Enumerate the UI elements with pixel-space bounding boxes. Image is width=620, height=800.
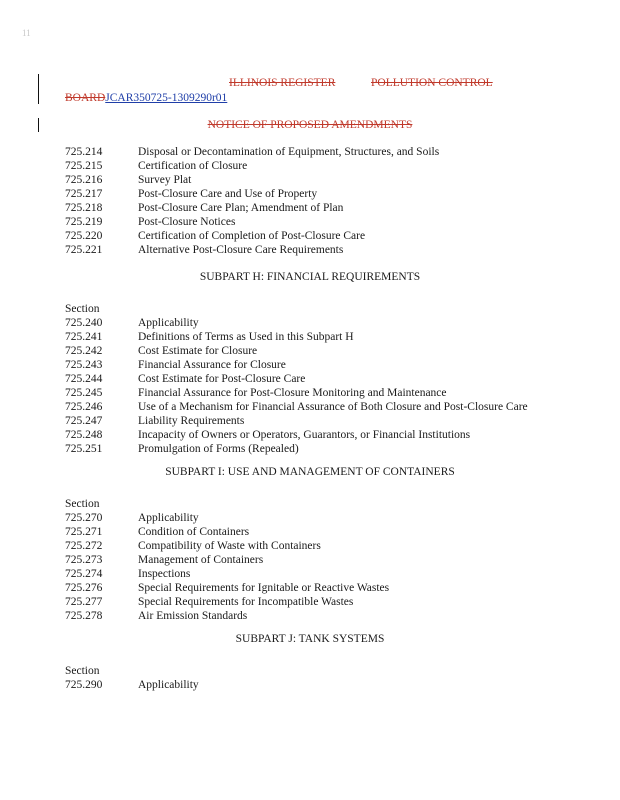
section-title: Compatibility of Waste with Containers (138, 540, 321, 552)
section-number: 725.215 (65, 160, 103, 172)
section-title: Financial Assurance for Closure (138, 359, 286, 371)
section-title: Applicability (138, 317, 199, 329)
section-row (65, 229, 565, 243)
subpart-h-heading: SUBPART H: FINANCIAL REQUIREMENTS (199, 271, 421, 283)
section-row (65, 553, 565, 567)
section-number: 725.245 (65, 387, 103, 399)
subpart-i-heading: SUBPART I: USE AND MANAGEMENT OF CONTAINERS (165, 466, 455, 478)
section-title: Alternative Post-Closure Care Requirements (138, 244, 344, 256)
pollution-control-deleted: POLLUTION CONTROL (371, 77, 493, 89)
section-number: 725.217 (65, 188, 103, 200)
section-title: Applicability (138, 512, 199, 524)
subpart-j-list (65, 678, 565, 692)
section-row (65, 414, 565, 428)
section-number: 725.243 (65, 359, 103, 371)
notice-title: NOTICE OF PROPOSED AMENDMENTS (207, 119, 413, 131)
section-row (65, 511, 565, 525)
section-title: Cost Estimate for Closure (138, 345, 258, 357)
section-row (65, 386, 565, 400)
section-row (65, 243, 565, 257)
section-title: Special Requirements for Incompatible Wastes (138, 596, 354, 608)
section-number: 725.248 (65, 429, 103, 441)
section-row (65, 344, 565, 358)
section-title: Cost Estimate for Post-Closure Care (138, 373, 306, 385)
section-row (65, 442, 565, 456)
section-row (65, 330, 565, 344)
section-row (65, 400, 565, 414)
section-number: 725.273 (65, 554, 103, 566)
jcar-id-inserted: JCAR350725-1309290r01 (105, 92, 228, 104)
section-title: Incapacity of Owners or Operators, Guarantors, or Financial Institutions (138, 429, 471, 441)
section-row (65, 525, 565, 539)
section-title: Survey Plat (138, 174, 192, 186)
section-title: Management of Containers (138, 554, 264, 566)
subpart-g-list (65, 145, 565, 257)
section-number: 725.247 (65, 415, 103, 427)
section-row (65, 173, 565, 187)
section-number: 725.214 (65, 146, 103, 158)
section-label: Section (65, 303, 100, 315)
section-number: 725.241 (65, 331, 103, 343)
section-number: 725.272 (65, 540, 103, 552)
section-title: Financial Assurance for Post-Closure Monitoring and Maintenance (138, 387, 447, 399)
section-title: Air Emission Standards (138, 610, 248, 622)
section-number: 725.240 (65, 317, 103, 329)
section-title: Liability Requirements (138, 415, 245, 427)
section-row (65, 372, 565, 386)
section-row (65, 159, 565, 173)
section-label: Section (65, 498, 100, 510)
section-title: Definitions of Terms as Used in this Subpart H (138, 331, 354, 343)
section-list (65, 145, 565, 692)
section-row (65, 145, 565, 159)
section-label: Section (65, 665, 100, 677)
subpart-j-heading: SUBPART J: TANK SYSTEMS (235, 633, 385, 645)
section-title: Certification of Completion of Post-Closure Care (138, 230, 366, 242)
section-number: 725.276 (65, 582, 103, 594)
section-row (65, 678, 565, 692)
section-title: Post-Closure Care Plan; Amendment of Plan (138, 202, 344, 214)
section-number: 725.290 (65, 679, 103, 691)
section-number: 725.278 (65, 610, 103, 622)
section-row (65, 609, 565, 623)
board-deleted: BOARD (65, 92, 106, 104)
subpart-h-list (65, 316, 565, 456)
section-number: 725.270 (65, 512, 103, 524)
section-number: 725.274 (65, 568, 103, 580)
section-title: Post-Closure Care and Use of Property (138, 188, 318, 200)
section-row (65, 539, 565, 553)
header-line-2 (65, 92, 227, 104)
section-row (65, 595, 565, 609)
section-row (65, 187, 565, 201)
section-number: 725.244 (65, 373, 103, 385)
page-mark: 11 (22, 28, 31, 38)
section-title: Post-Closure Notices (138, 216, 236, 228)
section-row (65, 428, 565, 442)
section-number: 725.271 (65, 526, 103, 538)
section-title: Disposal or Decontamination of Equipment, Structures, and Soils (138, 146, 440, 158)
section-title: Promulgation of Forms (Repealed) (138, 443, 299, 455)
section-title: Applicability (138, 679, 199, 691)
illinois-register-deleted: ILLINOIS REGISTER (229, 77, 336, 89)
section-number: 725.218 (65, 202, 103, 214)
section-title: Special Requirements for Ignitable or Reactive Wastes (138, 582, 390, 594)
section-number: 725.277 (65, 596, 103, 608)
section-row (65, 567, 565, 581)
section-number: 725.219 (65, 216, 103, 228)
section-number: 725.220 (65, 230, 103, 242)
section-title: Use of a Mechanism for Financial Assurance of Both Closure and Post-Closure Care (138, 401, 528, 413)
section-number: 725.246 (65, 401, 103, 413)
section-number: 725.242 (65, 345, 103, 357)
subpart-i-list (65, 511, 565, 623)
section-row (65, 581, 565, 595)
section-number: 725.216 (65, 174, 103, 186)
section-row (65, 358, 565, 372)
section-number: 725.221 (65, 244, 103, 256)
section-number: 725.251 (65, 443, 103, 455)
section-row (65, 201, 565, 215)
section-row (65, 215, 565, 229)
section-row (65, 316, 565, 330)
change-bar (38, 74, 39, 104)
section-title: Condition of Containers (138, 526, 250, 538)
section-title: Certification of Closure (138, 160, 248, 172)
section-title: Inspections (138, 568, 191, 580)
